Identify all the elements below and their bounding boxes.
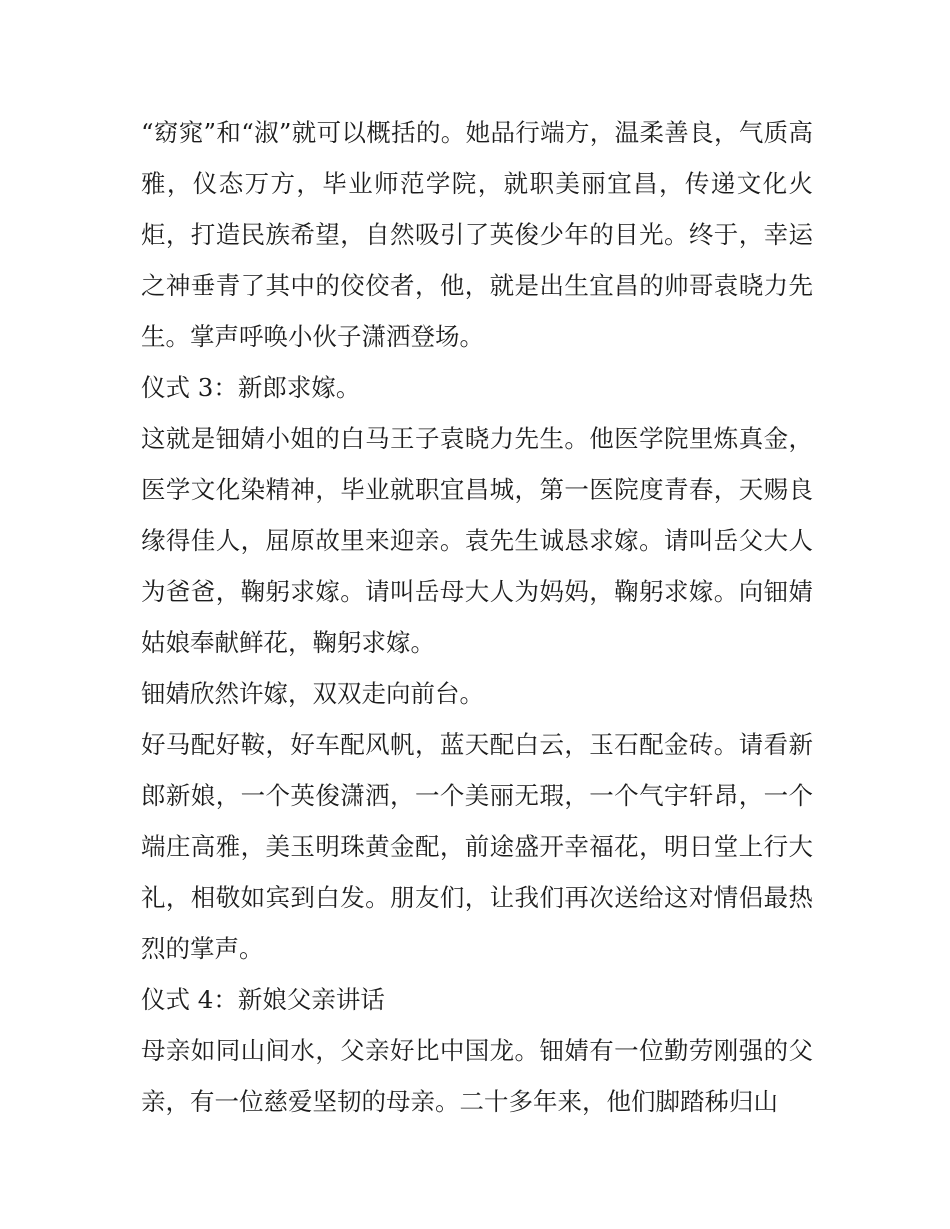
paragraph-intro-bride: “窈窕”和“淑”就可以概括的。她品行端方，温柔善良，气质高雅，仪态万方，毕业师范学院，就职美丽宜昌，传递文化火炬，打造民族希望，自然吸引了英俊少年的目光。终于，幸运之神垂青了其中的佼佼者，他，就是出生宜昌的帅哥袁晓力先生。掌声呼唤小伙子潇洒登场。 xyxy=(141,118,813,351)
paragraph-groom-proposal: 这就是钿婧小姐的白马王子袁晓力先生。他医学院里炼真金，医学文化染精神，毕业就职宜昌城，第一医院度青春，天赐良缘得佳人，屈原故里来迎亲。袁先生诚恳求嫁。请叫岳父大人为爸爸，鞠躬求嫁。请叫岳母大人为妈妈，鞠躬求嫁。向钿婧姑娘奉献鲜花，鞠躬求嫁。 xyxy=(141,424,813,657)
heading-ceremony-4: 仪式 4：新娘父亲讲话 xyxy=(141,985,385,1014)
heading-ceremony-3: 仪式 3：新郎求嫁。 xyxy=(141,373,361,402)
paragraph-couple-praise: 好马配好鞍，好车配风帆，蓝天配白云，玉石配金砖。请看新郎新娘，一个英俊潇洒，一个美丽无瑕，一个气宇轩昂，一个端庄高雅，美玉明珠黄金配，前途盛开幸福花，明日堂上行大礼，相敬如宾到白发。朋友们，让我们再次送给这对情侣最热烈的掌声。 xyxy=(141,730,813,963)
paragraph-parents: 母亲如同山间水，父亲好比中国龙。钿婧有一位勤劳刚强的父亲，有一位慈爱坚韧的母亲。二十多年来，他们脚踏秭归山 xyxy=(141,1036,813,1116)
paragraph-bride-accepts: 钿婧欣然许嫁，双双走向前台。 xyxy=(141,679,484,708)
document-body xyxy=(141,107,813,1127)
